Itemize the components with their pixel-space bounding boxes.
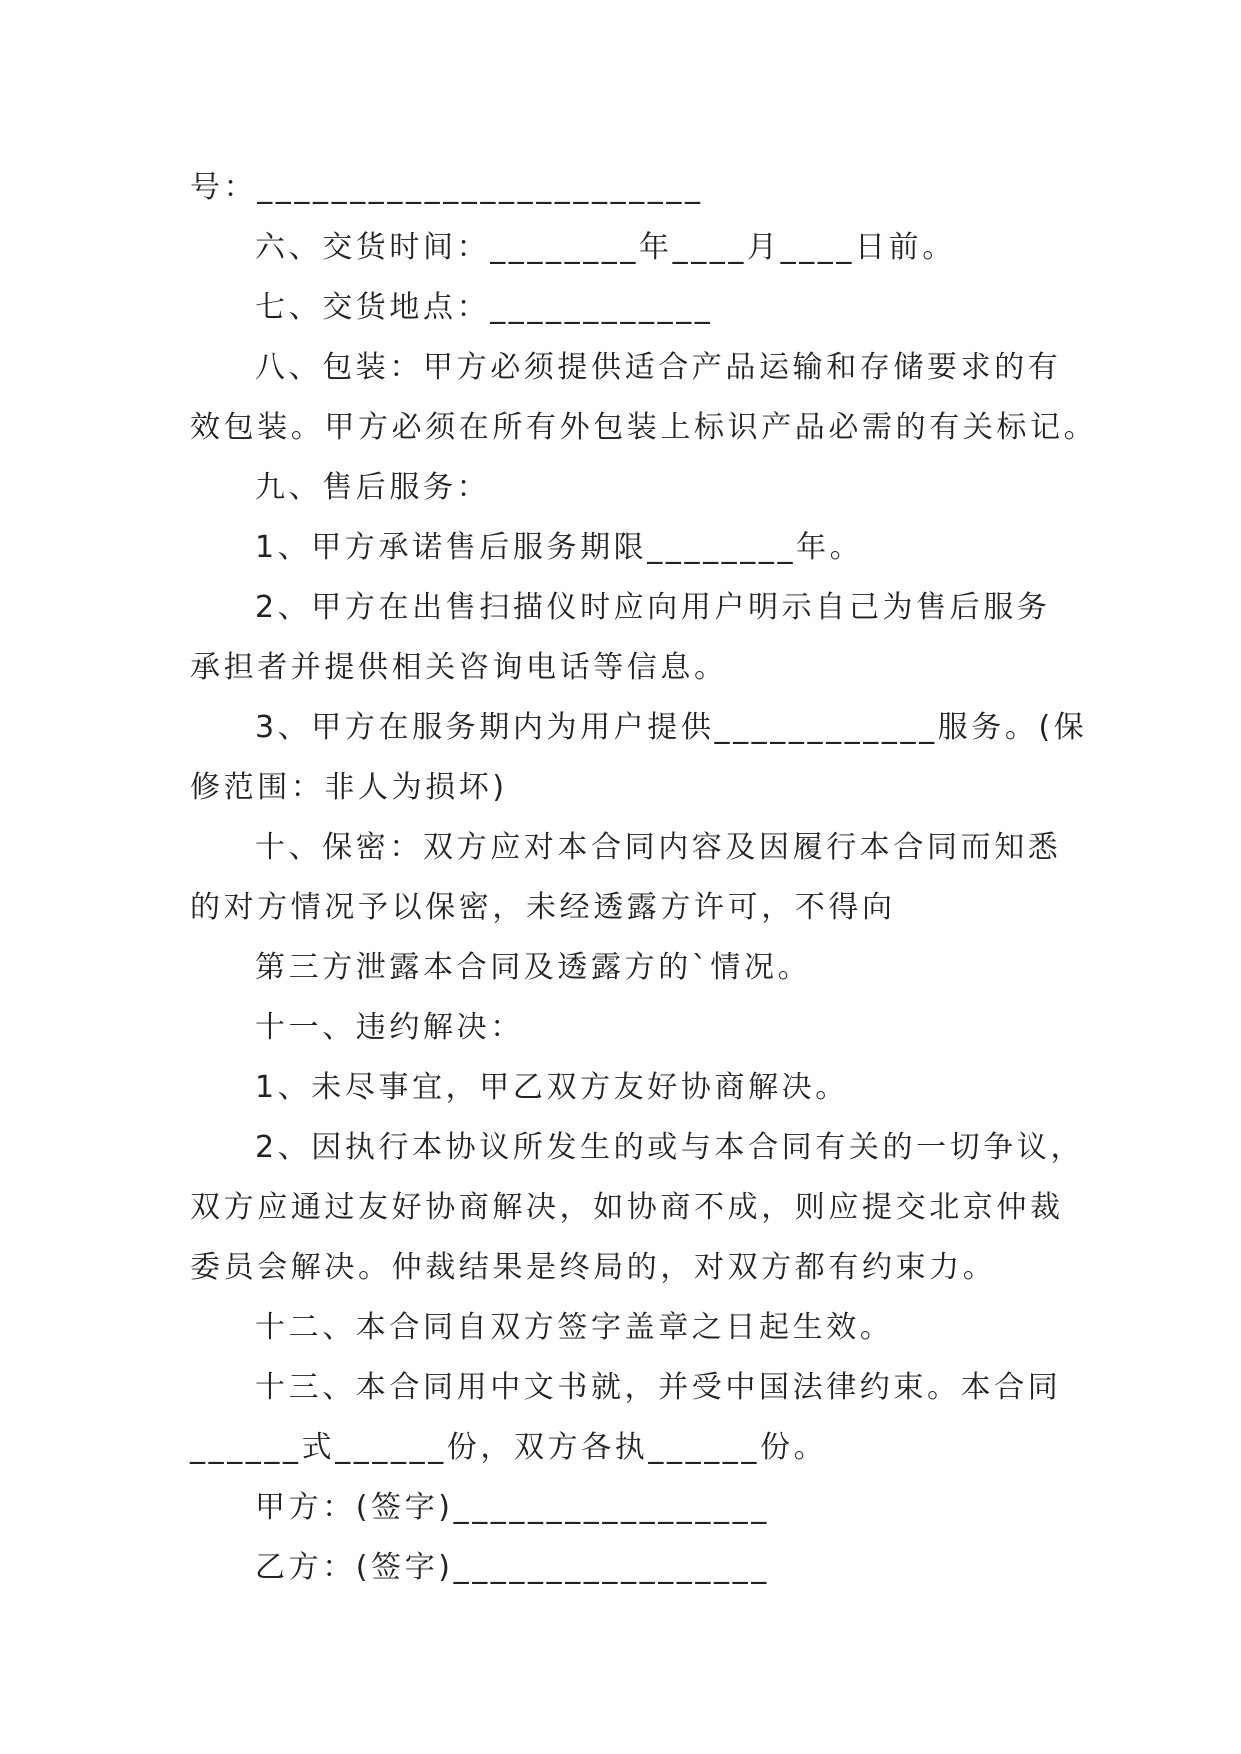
text-line: 双方应通过友好协商解决，如协商不成，则应提交北京仲裁 — [190, 1190, 1064, 1225]
signature-line-party-b: 乙方：(签字)_________________ — [255, 1550, 770, 1585]
text-line: 十二、本合同自双方签字盖章之日起生效。 — [255, 1310, 894, 1345]
text-line: 号：________________________ — [190, 170, 704, 205]
text-line: 的对方情况予以保密，未经透露方许可，不得向 — [190, 890, 896, 925]
signature-line-party-a: 甲方：(签字)_________________ — [255, 1490, 770, 1525]
text-line: 九、售后服务： — [255, 470, 491, 505]
text-line: 1、甲方承诺售后服务期限________年。 — [255, 530, 864, 565]
text-line: 效包装。甲方必须在所有外包装上标识产品必需的有关标记。 — [190, 410, 1098, 445]
text-line: 3、甲方在服务期内为用户提供____________服务。(保 — [255, 710, 1088, 745]
text-line: 2、因执行本协议所发生的或与本合同有关的一切争议， — [255, 1130, 1085, 1165]
text-line: 八、包装：甲方必须提供适合产品运输和存储要求的有 — [255, 350, 1062, 385]
text-line: 十三、本合同用中文书就，并受中国法律约束。本合同 — [255, 1370, 1062, 1405]
text-line: 承担者并提供相关咨询电话等信息。 — [190, 650, 728, 685]
text-line: 六、交货时间：________年____月____日前。 — [255, 230, 956, 265]
text-line: ______式______份，双方各执______份。 — [190, 1430, 828, 1465]
text-line: 2、甲方在出售扫描仪时应向用户明示自己为售后服务 — [255, 590, 1051, 625]
text-line: 十一、违约解决： — [255, 1010, 524, 1045]
text-line: 七、交货地点：____________ — [255, 290, 714, 325]
text-line: 1、未尽事宜，甲乙双方友好协商解决。 — [255, 1070, 849, 1105]
text-line: 十、保密：双方应对本合同内容及因履行本合同而知悉 — [255, 830, 1062, 865]
text-line: 第三方泄露本合同及透露方的`情况。 — [255, 950, 812, 985]
text-line: 修范围：非人为损坏) — [190, 770, 508, 805]
text-line: 委员会解决。仲裁结果是终局的，对双方都有约束力。 — [190, 1250, 997, 1285]
